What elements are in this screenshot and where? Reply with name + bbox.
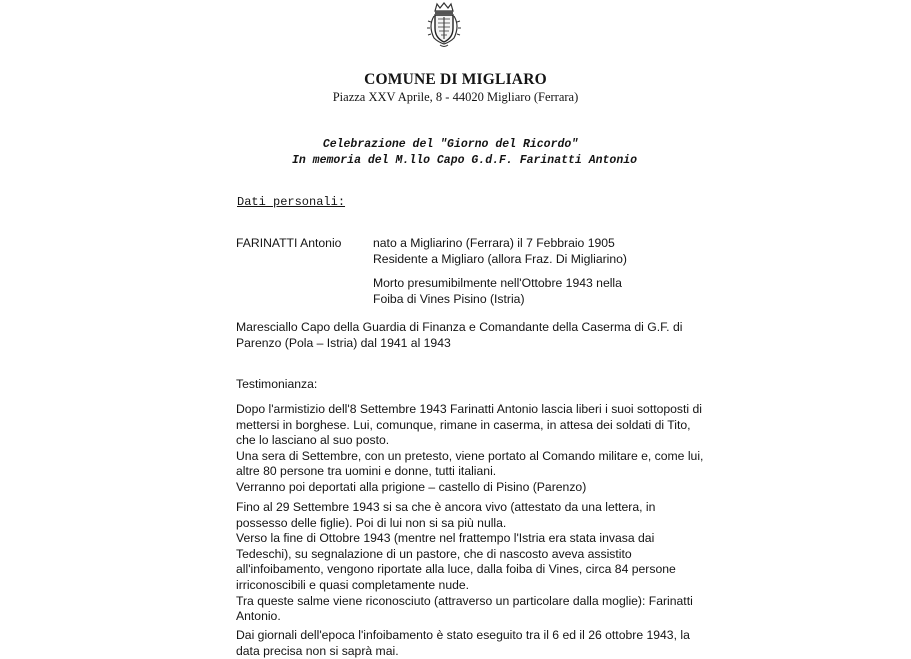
- rank-paragraph: [236, 320, 682, 351]
- testimony-paragraph-3: [236, 628, 690, 659]
- birth-line: nato a Migliarino (Ferrara) il 7 Febbraio 1905: [373, 236, 615, 250]
- text-line: Verranno poi deportati alla prigione – castello di Pisino (Parenzo): [236, 479, 587, 494]
- comune-title: COMUNE DI MIGLIARO: [364, 71, 547, 88]
- municipal-crest-icon: [426, 2, 462, 48]
- text-line: Fino al 29 Settembre 1943 si sa che è ancora vivo (attestato da una lettera, in: [236, 500, 656, 514]
- text-line: Tra queste salme viene riconosciuto (attraverso un particolare dalla moglie): Farinatti: [236, 593, 693, 608]
- person-name: FARINATTI Antonio: [236, 236, 342, 250]
- death-block: [373, 276, 622, 307]
- text-line: Dopo l'armistizio dell'8 Settembre 1943 Farinatti Antonio lascia liberi i suoi sottoposti di: [236, 402, 702, 416]
- text-line: Una sera di Settembre, con un pretesto, viene portato al Comando militare e, come lui,: [236, 448, 704, 463]
- personal-data-heading: Dati personali:: [237, 195, 346, 209]
- text-line: data precisa non si saprà mai.: [236, 643, 399, 658]
- comune-address: Piazza XXV Aprile, 8 - 44020 Migliaro (Ferrara): [332, 90, 579, 104]
- testimony-paragraph-1: [236, 402, 703, 496]
- text-line: altre 80 persone tra uomini e donne, tutti italiani.: [236, 464, 497, 479]
- celebration-title: Celebrazione del "Giorno del Ricordo": [322, 138, 579, 151]
- text-line: mettersi in borghese. Lui, comunque, rimane in caserma, in attesa dei soldati di Tito,: [236, 417, 691, 432]
- text-line: possesso delle figlie). Poi di lui non si sa più nulla.: [236, 515, 507, 530]
- text-line: all'infoibamento, vengono riportate alla luce, dalla foiba di Vines, circa 84 persone: [236, 562, 676, 577]
- memorial-subtitle: In memoria del M.llo Capo G.d.F. Farinatti Antonio: [291, 154, 638, 167]
- text-line: Antonio.: [236, 609, 281, 624]
- text-line: Verso la fine di Ottobre 1943 (mentre nel frattempo l'Istria era stata invasa dai: [236, 531, 655, 546]
- residence-line: Residente a Migliaro (allora Fraz. Di Migliarino): [373, 251, 627, 266]
- text-line: Tedeschi), su segnalazione di un pastore, che di nascosto aveva assistito: [236, 546, 632, 561]
- testimony-heading: Testimonianza:: [236, 377, 318, 391]
- text-line: Parenzo (Pola – Istria) dal 1941 al 1943: [236, 335, 451, 350]
- birth-residence-block: [373, 236, 627, 267]
- text-line: che lo lasciano al suo posto.: [236, 433, 390, 448]
- death-line: Morto presumibilmente nell'Ottobre 1943 nella: [373, 276, 622, 290]
- text-line: Maresciallo Capo della Guardia di Finanza e Comandante della Caserma di G.F. di: [236, 320, 683, 334]
- text-line: Dai giornali dell'epoca l'infoibamento è stato eseguito tra il 6 ed il 26 ottobre 1943, la: [236, 628, 690, 642]
- testimony-paragraph-2: [236, 500, 693, 625]
- death-place-line: Foiba di Vines Pisino (Istria): [373, 291, 525, 306]
- text-line: irriconoscibili e quasi completamente nude.: [236, 577, 470, 592]
